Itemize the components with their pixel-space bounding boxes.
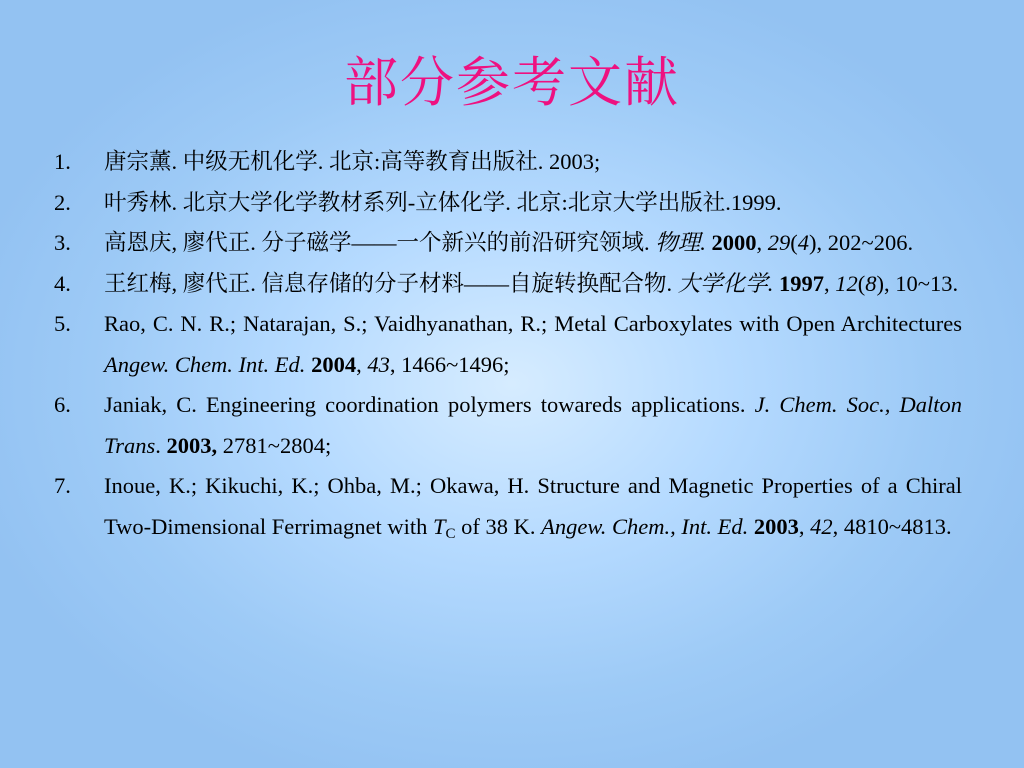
reference-t-subscript: C xyxy=(445,525,456,542)
reference-item xyxy=(54,183,962,224)
reference-number: 3. xyxy=(54,230,71,255)
reference-authors-title: 高恩庆, 廖代正. 分子磁学——一个新兴的前沿研究领域. xyxy=(104,230,650,255)
reference-authors-title: Rao, C. N. R.; Natarajan, S.; Vaidhyanathan, R.; Metal Carboxylates with Open Architectures xyxy=(104,311,962,336)
reference-number: 5. xyxy=(54,311,71,336)
reference-item: 4. 王红梅, 廖代正. 信息存储的分子材料——自旋转换配合物. 大学化学. 1997, 12(8), 10~13. xyxy=(54,264,962,305)
reference-volume: 43 xyxy=(367,351,390,377)
reference-authors-title: Inoue, K.; Kikuchi, K.; Ohba, M.; Okawa, H. Structure and Magnetic Properties of a Chiral Two-Dimensional Ferrimagnet with xyxy=(104,473,962,539)
reference-issue: 4 xyxy=(797,230,810,255)
reference-item: 5. Rao, C. N. R.; Natarajan, S.; Vaidhyanathan, R.; Metal Carboxylates with Open Architectures Angew. Chem. Int. Ed. 2004, 43, 1466~1496; xyxy=(54,304,962,385)
reference-t-symbol: T xyxy=(433,513,446,539)
reference-volume: 42 xyxy=(810,513,833,539)
reference-year: 2000 xyxy=(711,230,757,255)
reference-item: 3. 高恩庆, 廖代正. 分子磁学——一个新兴的前沿研究领域. 物理. 2000, 29(4), 202~206. xyxy=(54,223,962,264)
reference-pages: , 4810~4813. xyxy=(832,513,952,539)
slide-title: 部分参考文献 xyxy=(344,53,680,113)
reference-number: 6. xyxy=(54,392,71,417)
reference-authors-title: 王红梅, 廖代正. 信息存储的分子材料——自旋转换配合物. xyxy=(104,270,673,296)
reference-item: 7. Inoue, K.; Kikuchi, K.; Ohba, M.; Okawa, H. Structure and Magnetic Properties of a Chiral Two-Dimensional Ferrimagnet with $T_C$ of 38 K. Angew. Chem., Int. Ed. 2003, 42, 4810~4813. xyxy=(54,466,962,547)
reference-list xyxy=(54,142,962,547)
reference-year: 2004 xyxy=(311,351,357,377)
reference-number: 2. xyxy=(54,189,71,215)
reference-volume: 12 xyxy=(835,270,858,296)
reference-number: 1. xyxy=(54,149,71,174)
reference-authors-title: Janiak, C. Engineering coordination polymers towareds applications. xyxy=(104,392,746,417)
reference-text: 唐宗薰. 中级无机化学. 北京:高等教育出版社. 2003; xyxy=(104,149,601,174)
reference-number: 7. xyxy=(54,473,71,498)
reference-year: 1997 xyxy=(779,270,825,296)
reference-text-after: of 38 K. xyxy=(461,513,536,539)
reference-number: 4. xyxy=(54,270,71,296)
reference-pages: 2781~2804; xyxy=(217,432,332,458)
reference-year: 2003 xyxy=(753,513,799,539)
reference-pages: , 1466~1496; xyxy=(389,351,510,377)
reference-issue: 8 xyxy=(865,270,877,296)
reference-item: 6. Janiak, C. Engineering coordination polymers towareds applications. J. Chem. Soc., Dalton Trans. 2003, 2781~2804; xyxy=(54,385,962,466)
reference-volume: 29 xyxy=(767,230,791,255)
reference-journal: 物理. xyxy=(655,230,706,255)
reference-journal: Angew. Chem., Int. Ed. xyxy=(541,513,749,539)
reference-journal: 大学化学. xyxy=(677,270,774,296)
reference-journal: J. Chem. Soc., Dalton Trans xyxy=(104,392,963,458)
reference-journal: Angew. Chem. Int. Ed. xyxy=(104,351,306,377)
reference-pages: , 202~206. xyxy=(816,230,914,255)
reference-year: 2003, xyxy=(166,432,218,458)
reference-pages: , 10~13. xyxy=(884,270,959,296)
reference-text: 叶秀林. 北京大学化学教材系列-立体化学. 北京:北京大学出版社.1999. xyxy=(104,189,782,215)
reference-item xyxy=(54,142,962,183)
